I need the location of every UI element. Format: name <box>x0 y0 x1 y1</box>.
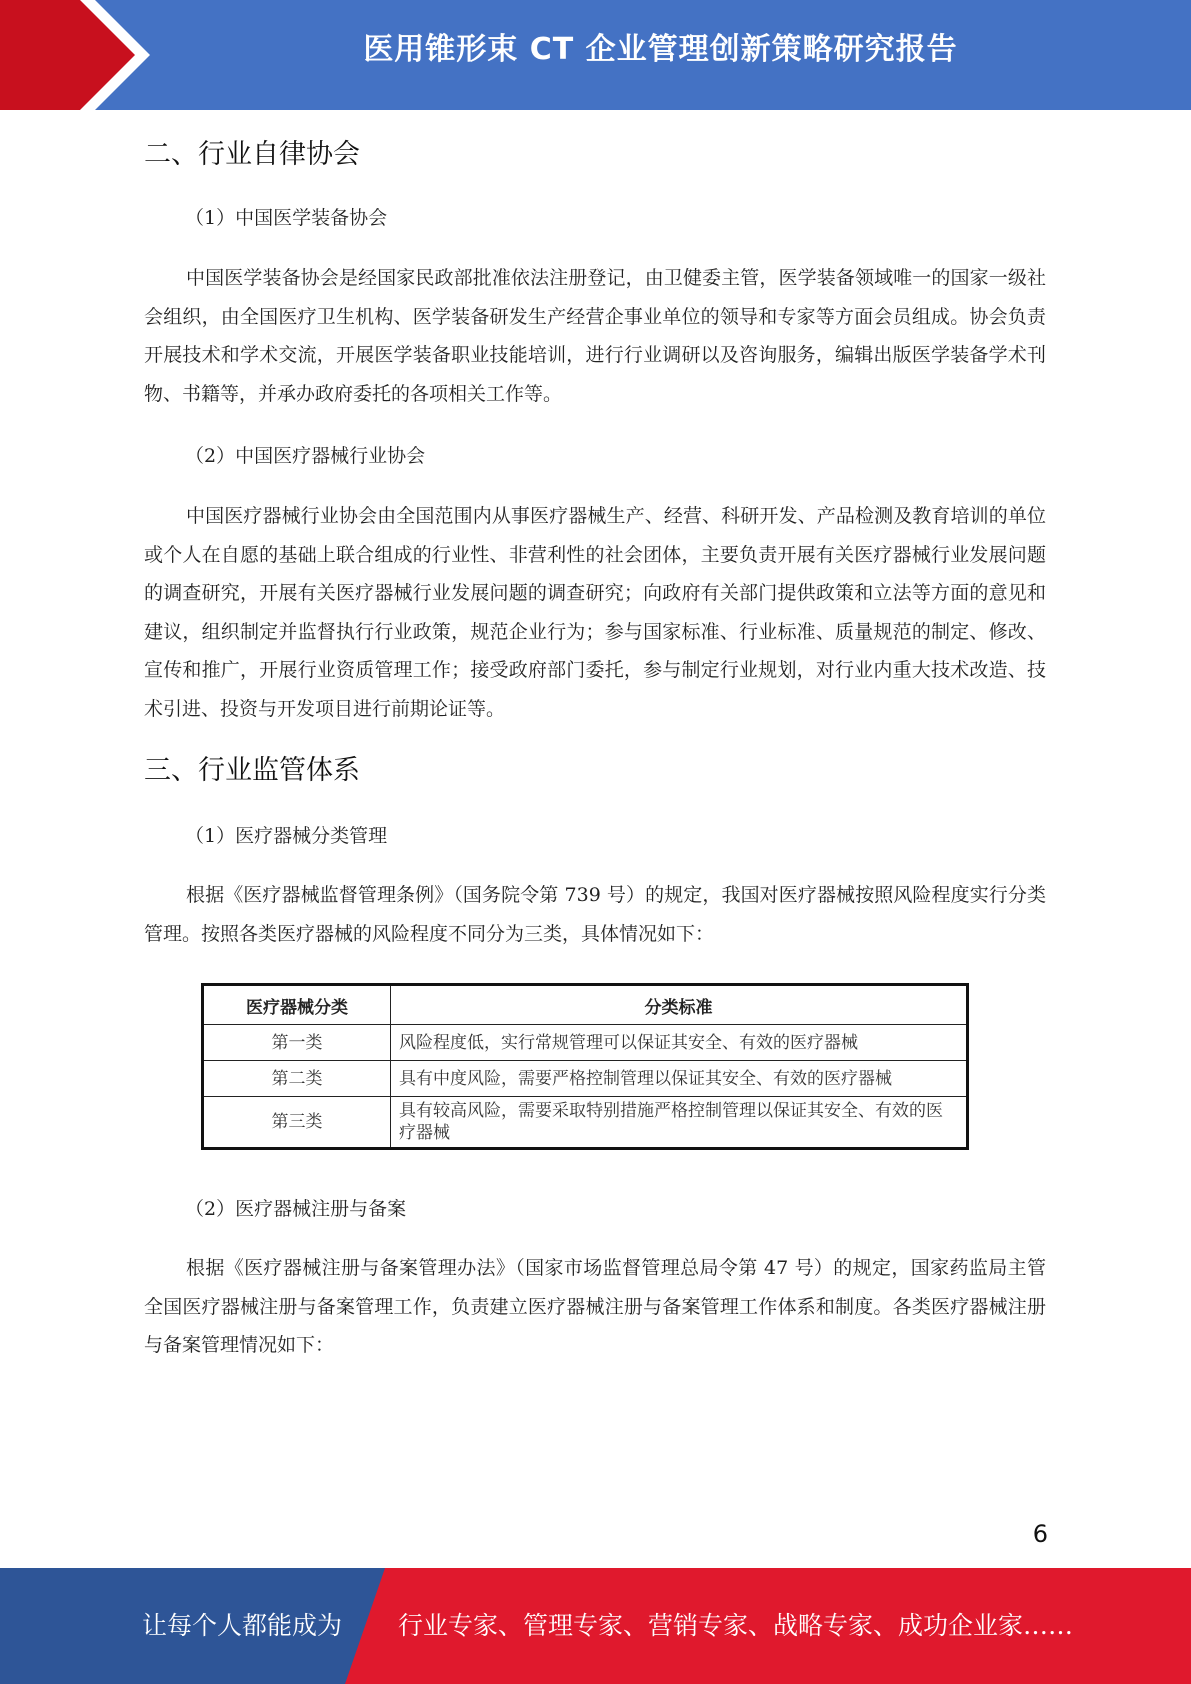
section-heading-regulatory-system: 三、行业监管体系 <box>144 755 360 786</box>
paragraph-registration-filing: 根据《医疗器械注册与备案管理办法》（国家市场监督管理总局令第 47 号）的规定，国家药监局主管全国医疗器械注册与备案管理工作，负责建立医疗器械注册与备案管理工作体系和制度。各类医疗器械注册与备案管理情况如下： <box>144 1257 1046 1356</box>
table-row <box>203 1097 968 1149</box>
subheading-classification-management: （1）医疗器械分类管理 <box>185 825 388 847</box>
section-heading-self-regulation: 二、行业自律协会 <box>144 139 360 170</box>
table-cell-standard: 具有较高风险，需要采取特别措施严格控制管理以保证其安全、有效的医疗器械 <box>391 1097 968 1149</box>
table-cell-category: 第二类 <box>203 1061 391 1097</box>
paragraph-classification-management: 根据《医疗器械监督管理条例》（国务院令第 739 号）的规定，我国对医疗器械按照风险程度实行分类管理。按照各类医疗器械的风险程度不同分为三类，具体情况如下： <box>144 884 1046 945</box>
table-cell-category: 第一类 <box>203 1025 391 1061</box>
page-footer <box>0 1568 1191 1684</box>
table-cell-category: 第三类 <box>203 1097 391 1149</box>
report-title: 医用锥形束 CT 企业管理创新策略研究报告 <box>363 32 958 67</box>
table-row <box>203 1061 968 1097</box>
classification-table <box>201 983 969 1150</box>
footer-slogan-left: 让每个人都能成为 <box>142 1611 343 1640</box>
table-header-category: 医疗器械分类 <box>203 985 391 1025</box>
subheading-medical-equipment-association: （1）中国医学装备协会 <box>185 207 388 229</box>
page-number: 6 <box>1032 1520 1048 1548</box>
footer-slogan-right: 行业专家、管理专家、营销专家、战略专家、成功企业家…… <box>398 1611 1074 1640</box>
table-header-row <box>203 985 968 1025</box>
paragraph-medical-equipment-association: 中国医学装备协会是经国家民政部批准依法注册登记，由卫健委主管，医学装备领域唯一的国家一级社会组织，由全国医疗卫生机构、医学装备研发生产经营企事业单位的领导和专家等方面会员组成。协会负责开展技术和学术交流，开展医学装备职业技能培训，进行行业调研以及咨询服务，编辑出版医学装备学术刊物、书籍等，并承办政府委托的各项相关工作等。 <box>144 267 1046 405</box>
table-cell-standard: 风险程度低，实行常规管理可以保证其安全、有效的医疗器械 <box>391 1025 968 1061</box>
paragraph-medical-device-association: 中国医疗器械行业协会由全国范围内从事医疗器械生产、经营、科研开发、产品检测及教育培训的单位或个人在自愿的基础上联合组成的行业性、非营利性的社会团体，主要负责开展有关医疗器械行业发展问题的调查研究，开展有关医疗器械行业发展问题的调查研究；向政府有关部门提供政策和立法等方面的意见和建议，组织制定并监督执行行业政策，规范企业行为；参与国家标准、行业标准、质量规范的制定、修改、宣传和推广，开展行业资质管理工作；接受政府部门委托，参与制定行业规划，对行业内重大技术改造、技术引进、投资与开发项目进行前期论证等。 <box>144 505 1046 720</box>
table-row <box>203 1025 968 1061</box>
table-header-standard: 分类标准 <box>391 985 968 1025</box>
subheading-registration-filing: （2）医疗器械注册与备案 <box>185 1198 407 1220</box>
table-cell-standard: 具有中度风险，需要严格控制管理以保证其安全、有效的医疗器械 <box>391 1061 968 1097</box>
page-header <box>0 0 1191 110</box>
subheading-medical-device-association: （2）中国医疗器械行业协会 <box>185 445 426 467</box>
